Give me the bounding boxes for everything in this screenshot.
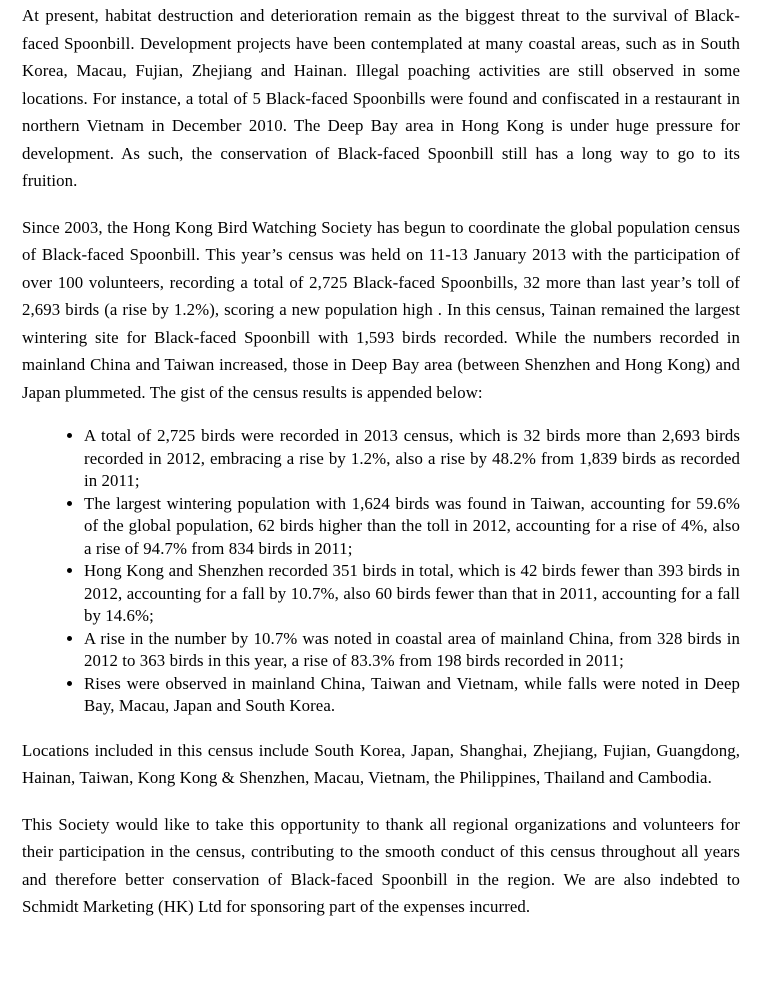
list-item-rises-falls: • Rises were observed in mainland China, Taiwan and Vietnam, while falls were noted in Deep Bay, Macau, Japan and South Korea. [84, 673, 740, 718]
list-item-hongkong-shenzhen: • Hong Kong and Shenzhen recorded 351 birds in total, which is 42 birds fewer than 393 birds in 2012, accounting for a fall by 10.7%, also 60 birds fewer than that in 2011, accounting for a fall by 14.6%; [84, 560, 740, 628]
paragraph-acknowledgement: This Society would like to take this opportunity to thank all regional organizations and volunteers for their participation in the census, contributing to the smooth conduct of this census throughout all years and therefore better conservation of Black-faced Spoonbill in the region. We are also indebted to Schmidt Marketing (HK) Ltd for sponsoring part of the expenses incurred. [22, 814, 740, 916]
list-item-mainland-china: • A rise in the number by 10.7% was noted in coastal area of mainland China, from 328 birds in 2012 to 363 birds in this year, a rise of 83.3% from 198 birds recorded in 2011; [84, 628, 740, 673]
list-item-taiwan: • The largest wintering population with 1,624 birds was found in Taiwan, accounting for 59.6% of the global population, 62 birds higher than the toll in 2012, accounting for a rise of 4%, also a rise of 94.7% from 834 birds in 2011; [84, 493, 740, 561]
paragraph-threats: At present, habitat destruction and deterioration remain as the biggest threat to the survival of Black-faced Spoonbill. Development projects have been contemplated at many coastal areas, such as in South Korea, Macau, Fujian, Zhejiang and Hainan. Illegal poaching activities are still observed in some locations. For instance, a total of 5 Black-faced Spoonbills were found and confiscated in a restaurant in northern Vietnam in December 2010. The Deep Bay area in Hong Kong is under huge pressure for development. As such, the conservation of Black-faced Spoonbill still has a long way to go to its fruition. [22, 6, 740, 190]
paragraph-census-overview: Since 2003, the Hong Kong Bird Watching Society has begun to coordinate the global population census of Black-faced Spoonbill. This year’s census was held on 11-13 January 2013 with the participation of over 100 volunteers, recording a total of 2,725 Black-faced Spoonbills, 32 more than last year’s toll of 2,693 birds (a rise by 1.2%), scoring a new population high . In this census, Tainan remained the largest wintering site for Black-faced Spoonbill with 1,593 birds recorded. While the numbers recorded in mainland China and Taiwan increased, those in Deep Bay area (between Shenzhen and Hong Kong) and Japan plummeted. The gist of the census results is appended below: [22, 217, 740, 402]
paragraph-locations: Locations included in this census include South Korea, Japan, Shanghai, Zhejiang, Fujian, Guangdong, Hainan, Taiwan, Kong Kong & Shenzhen, Macau, Vietnam, the Philippines, Thailand and Cambodia. [22, 740, 740, 787]
census-results-list [22, 425, 740, 718]
list-item-total-2013: • A total of 2,725 birds were recorded in 2013 census, which is 32 birds more than 2,693 birds recorded in 2012, embracing a rise by 1.2%, also a rise by 48.2% from 1,839 birds as recorded in 2011; [84, 425, 740, 493]
